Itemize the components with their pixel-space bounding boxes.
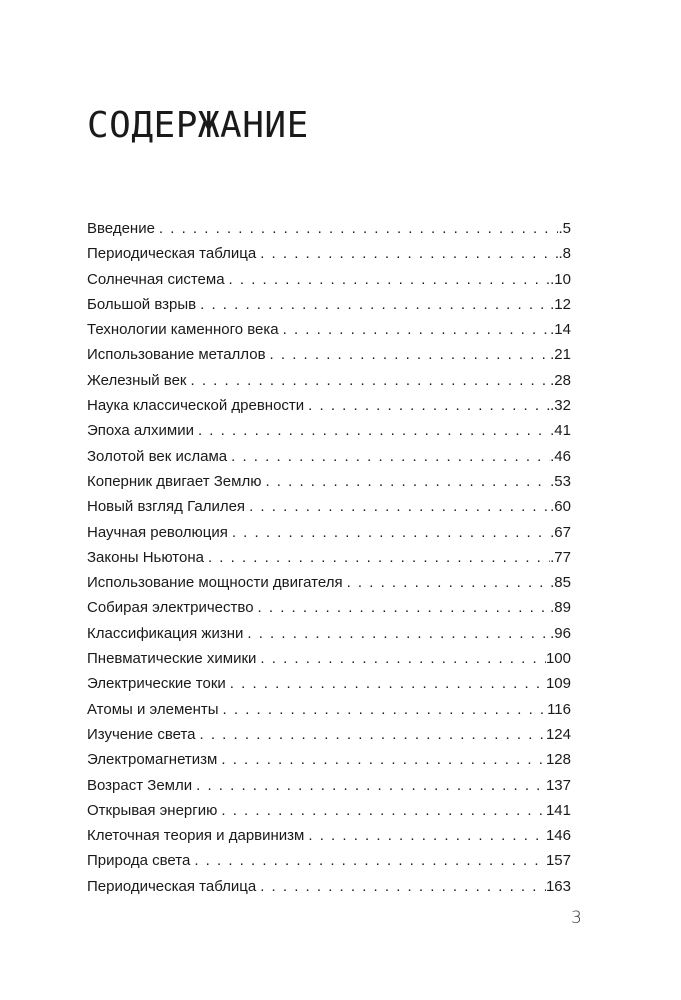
toc-entry-title: Изучение света	[87, 725, 196, 743]
toc-entry-page: .67	[550, 523, 571, 541]
toc-leader-dots	[258, 595, 551, 620]
toc-entry-page: 128	[545, 751, 571, 769]
toc-entry[interactable]	[87, 545, 571, 570]
toc-entry-page: .89	[550, 599, 571, 617]
toc-leader-dots	[247, 621, 550, 646]
toc-entry-page: .96	[550, 624, 571, 642]
page-title: СОДЕРЖАНИЕ	[87, 105, 309, 146]
toc-entry[interactable]	[87, 823, 571, 848]
toc-entry[interactable]	[87, 671, 571, 696]
toc-leader-dots	[308, 393, 550, 418]
toc-entry-page: .8	[558, 245, 571, 263]
toc-entry-page: 109	[545, 675, 571, 693]
toc-leader-dots	[232, 520, 550, 545]
toc-leader-dots	[265, 469, 550, 494]
toc-entry-page: .60	[550, 498, 571, 516]
toc-entry-page: .53	[550, 472, 571, 490]
toc-entry-title: Большой взрыв	[87, 295, 197, 313]
toc-entry-page: .46	[550, 447, 571, 465]
toc-entry[interactable]	[87, 292, 571, 317]
toc-entry-page: .32	[550, 397, 571, 415]
toc-entry-title: Атомы и элементы	[87, 700, 219, 718]
toc-entry[interactable]	[87, 747, 571, 772]
toc-leader-dots	[283, 317, 551, 342]
toc-entry[interactable]	[87, 393, 571, 418]
toc-entry-page: .10	[550, 270, 571, 288]
toc-leader-dots	[194, 848, 546, 873]
toc-entry-page: .5	[558, 220, 571, 237]
toc-entry-title: Пневматические химики	[87, 650, 257, 668]
toc-entry-title: Собирая электричество	[87, 599, 254, 617]
toc-entry-title: Использование мощности двигателя	[87, 574, 343, 592]
toc-entry-title: Открывая энергию	[87, 801, 218, 819]
toc-entry-title: Электрические токи	[87, 675, 226, 693]
toc-entry-title: Солнечная система	[87, 270, 225, 288]
toc-leader-dots	[208, 545, 550, 570]
toc-entry[interactable]	[87, 874, 571, 899]
toc-entry[interactable]	[87, 216, 571, 241]
toc-leader-dots	[196, 773, 546, 798]
toc-entry-title: Законы Ньютона	[87, 548, 204, 566]
toc-entry[interactable]	[87, 621, 571, 646]
toc-leader-dots	[221, 747, 546, 772]
toc-entry[interactable]	[87, 722, 571, 747]
toc-leader-dots	[223, 697, 548, 722]
page-number: 3	[571, 908, 582, 928]
toc-leader-dots	[260, 646, 546, 671]
toc-entry-title: Эпоха алхимии	[87, 422, 194, 440]
toc-entry[interactable]	[87, 494, 571, 519]
toc-entry-page: 137	[545, 776, 571, 794]
toc-leader-dots	[200, 722, 546, 747]
toc-entry-title: Периодическая таблица	[87, 245, 257, 263]
toc-entry[interactable]	[87, 317, 571, 342]
toc-leader-dots	[347, 570, 551, 595]
toc-entry-title: Золотой век ислама	[87, 447, 228, 465]
toc-entry-page: .85	[550, 574, 571, 592]
toc-entry-title: Новый взгляд Галилея	[87, 498, 246, 516]
toc-entry-page: 100	[545, 650, 571, 668]
toc-entry[interactable]	[87, 469, 571, 494]
toc-entry[interactable]	[87, 342, 571, 367]
toc-entry[interactable]	[87, 444, 571, 469]
toc-leader-dots	[260, 874, 546, 899]
toc-entry[interactable]	[87, 241, 571, 266]
toc-entry-page: .28	[550, 371, 571, 389]
toc-entry-title: Наука классической древности	[87, 397, 305, 415]
toc-entry-page: .77	[550, 548, 571, 566]
toc-leader-dots	[221, 798, 546, 823]
toc-leader-dots	[229, 267, 551, 292]
toc-leader-dots	[159, 216, 559, 241]
toc-entry-title: Введение	[87, 220, 155, 237]
toc-leader-dots	[308, 823, 546, 848]
toc-entry-title: Технологии каменного века	[87, 321, 279, 339]
toc-entry-title: Электромагнетизм	[87, 751, 218, 769]
toc-entry[interactable]	[87, 595, 571, 620]
toc-leader-dots	[198, 418, 550, 443]
toc-entry-page: .14	[550, 321, 571, 339]
toc-entry-title: Периодическая таблица	[87, 877, 257, 895]
toc-leader-dots	[230, 671, 546, 696]
toc-entry[interactable]	[87, 267, 571, 292]
toc-entry-title: Научная революция	[87, 523, 228, 541]
toc-entry-page: .21	[550, 346, 571, 364]
toc-entry-title: Железный век	[87, 371, 187, 389]
toc-leader-dots	[260, 241, 558, 266]
toc-entry[interactable]	[87, 773, 571, 798]
toc-entry[interactable]	[87, 418, 571, 443]
toc-entry-page: 157	[545, 852, 571, 870]
toc-entry-title: Природа света	[87, 852, 191, 870]
toc-entry-page: 124	[545, 725, 571, 743]
toc-leader-dots	[190, 368, 550, 393]
toc-entry-page: .12	[550, 295, 571, 313]
toc-entry-title: Клеточная теория и дарвинизм	[87, 827, 305, 845]
toc-leader-dots	[231, 444, 550, 469]
toc-entry-title: Коперник двигает Землю	[87, 472, 262, 490]
toc-entry-page: 163	[545, 877, 571, 895]
toc-entry-title: Классификация жизни	[87, 624, 244, 642]
toc-entry[interactable]	[87, 798, 571, 823]
toc-entry[interactable]	[87, 646, 571, 671]
toc-entry[interactable]	[87, 368, 571, 393]
table-of-contents	[87, 216, 571, 899]
toc-entry-page: 116	[547, 700, 571, 718]
toc-leader-dots	[200, 292, 550, 317]
toc-entry-title: Возраст Земли	[87, 776, 193, 794]
toc-entry-title: Использование металлов	[87, 346, 266, 364]
toc-entry-page: 141	[545, 801, 571, 819]
toc-entry[interactable]	[87, 848, 571, 873]
toc-leader-dots	[270, 342, 551, 367]
toc-entry[interactable]	[87, 697, 571, 722]
toc-entry-page: 146	[545, 827, 571, 845]
toc-entry-page: .41	[550, 422, 571, 440]
toc-entry[interactable]	[87, 520, 571, 545]
toc-leader-dots	[249, 494, 550, 519]
toc-entry[interactable]	[87, 570, 571, 595]
